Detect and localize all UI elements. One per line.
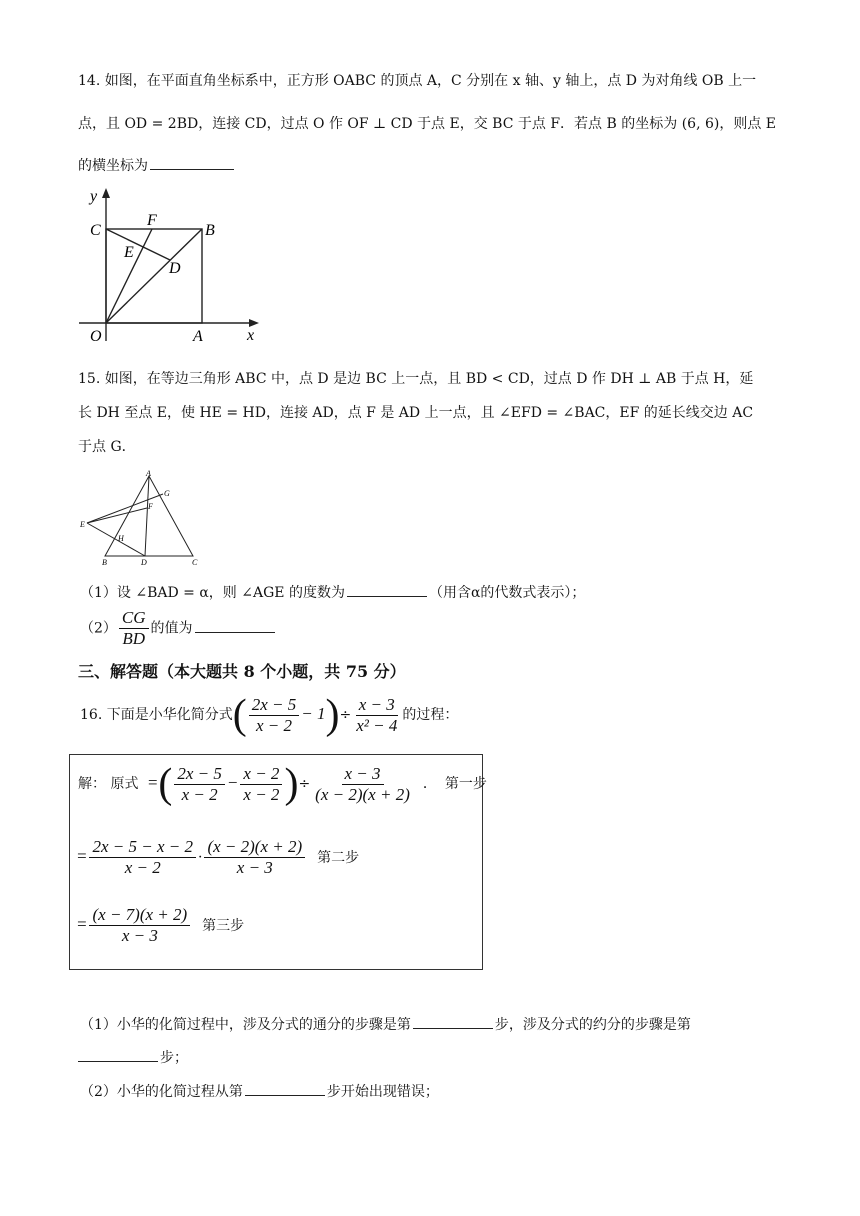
q16-step2 [76,837,359,878]
q15-sub2-den: BD [122,629,146,648]
q16-s1-div: ÷ [298,776,311,792]
q16-step3-eq: = [76,914,88,934]
q16-s2-cdot: · [198,849,203,866]
q15-label-a: A [146,469,151,478]
q16-s1-f1-den: x − 2 [181,784,218,804]
q14-answer-blank[interactable] [150,168,234,170]
q14-label-x: x [247,327,255,344]
q15-label-c: C [192,558,198,567]
q16-step3 [76,905,244,946]
q16-s1-dot: ． [422,776,437,792]
q16-intro-f1-num: 2x − 5 [249,695,300,716]
q16-s2-f2-num: (x − 2)(x + 2) [204,837,305,858]
q16-step1: 解： 原式 =( $\frac{2x - 5}{x - 2}$ − $\frac{x - 2}{x - 2}$ )÷ $\frac{x - 3}{(x - 2)(x + 2)}$ ． 第一步 [78,761,487,807]
q15-sub1-text-a: （1）设 ∠BAD = α，则 ∠AGE 的度数为 [80,585,345,601]
q16-s3-num: (x − 7)(x + 2) [89,905,190,926]
section3-title: 三、解答题（本大题共 8 个小题，共 75 分） [78,662,406,681]
q15-segment-ef [87,508,147,523]
q16-s2-f1-num: 2x − 5 − x − 2 [89,837,196,858]
q16-s1-f3-num: x − 3 [342,764,384,785]
q15-sub2-text-b: 的值为 [150,620,193,637]
q14-line3-text: 的横坐标为 [78,158,148,174]
q14-x-arrow [249,319,259,327]
q16-step2-label: 第二步 [317,849,360,866]
q15-figure [80,468,210,570]
q16-sub1-text-a: （1）小华的化简过程中，涉及分式的通分的步骤是第 [80,1017,411,1033]
q15-label-h: H [118,534,124,543]
q14-figure [76,185,266,345]
q15-label-f: F [148,502,153,511]
q16-intro-minus-one: − 1 [301,704,326,723]
q16-sub2-text-b: 步开始出现错误； [326,1084,439,1100]
q16-s1-f3-den: (x − 2)(x + 2) [315,784,410,804]
q14-label-y: y [90,188,98,205]
q14-label-o: O [90,328,102,345]
q16-solution-box [69,754,487,970]
q16-s1-f2-den: x − 2 [243,784,280,804]
q14-label-b: B [205,222,215,239]
q14-label-e: E [124,244,134,261]
q16-sol-label: 解： 原式 [78,776,139,792]
q14-diagonal-ob [106,229,202,323]
q15-sub2-text-a: （2） [80,620,117,637]
q16-sub1-blank-2[interactable] [78,1060,158,1062]
q15-label-g: G [164,489,170,498]
q16-intro-f2-den: x² − 4 [356,715,398,735]
q15-sub1 [80,582,585,602]
q15-label-d: D [141,558,147,567]
q16-sub1-line2 [78,1047,188,1067]
q16-sub1-text-b: 步，涉及分式的约分的步骤是第 [494,1017,691,1033]
q16-s1-f1-num: 2x − 5 [174,764,225,785]
q16-intro-f2-num: x − 3 [356,695,398,716]
q16-sub2 [80,1081,439,1101]
q16-sub1-line1 [80,1014,691,1034]
q14-line2: 点，且 OD = 2BD，连接 CD，过点 O 作 OF ⊥ CD 于点 E，交 BC 于点 F．若点 B 的坐标为 (6, 6)，则点 E [78,116,777,132]
q16-intro-f1-den: x − 2 [255,715,292,735]
q14-label-a: A [193,328,203,345]
q15-triangle [105,476,193,556]
q16-s3-den: x − 3 [121,926,158,945]
q16-step2-eq: = [76,846,88,866]
q14-y-arrow [102,188,110,198]
q15-segment-ad [145,476,149,556]
q15-segment-de [87,523,145,556]
q16-intro-text-a: 16. 下面是小华化简分式 [80,707,233,723]
q14-line3 [78,155,236,175]
q15-label-e: E [80,520,85,529]
q16-sub1-text-c: 步； [160,1050,188,1066]
q16-s1-minus: − [226,773,239,792]
q16-intro-text-b: 的过程： [402,707,459,723]
q16-step1-label: 第一步 [444,776,487,792]
q15-line2: 长 DH 至点 E，使 HE = HD，连接 AD，点 F 是 AD 上一点，且 ∠EFD = ∠BAC，EF 的延长线交边 AC [78,405,754,421]
q15-label-b: B [102,558,107,567]
q15-sub2 [80,608,277,649]
q14-line1: 14. 如图，在平面直角坐标系中，正方形 OABC 的顶点 A，C 分别在 x 轴、y 轴上，点 D 为对角线 OB 上一 [78,73,757,89]
q16-sub1-blank-1[interactable] [413,1027,493,1029]
q16-intro-div: ÷ [339,707,352,723]
q14-label-c: C [90,222,101,239]
q14-segment-cd [106,229,170,260]
q15-sub2-num: CG [119,608,149,629]
q14-label-f: F [147,212,157,229]
q15-line1: 15. 如图，在等边三角形 ABC 中，点 D 是边 BC 上一点，且 BD < CD，过点 D 作 DH ⊥ AB 于点 H，延 [78,371,754,387]
q15-sub1-blank[interactable] [347,595,427,597]
q15-line3: 于点 G． [78,439,136,455]
q16-s2-f1-den: x − 2 [124,858,161,877]
q14-label-d: D [169,260,181,277]
q15-sub1-text-b: （用含α的代数式表示）； [428,585,586,601]
q16-intro: 16. 下面是小华化简分式( $\frac{2x - 5}{x - 2}$ − 1)÷ $\frac{x - 3}{\text{x² − 4}}$ 的过程： [80,692,459,738]
q16-sub2-blank[interactable] [245,1094,325,1096]
q16-s2-f2-den: x − 3 [236,858,273,877]
q16-sub2-text-a: （2）小华的化简过程从第 [80,1084,243,1100]
q16-s1-f2-num: x − 2 [240,764,282,785]
q16-step1-eq: = [146,773,159,792]
q16-step3-label: 第三步 [202,917,245,934]
q15-sub2-blank[interactable] [195,631,275,633]
